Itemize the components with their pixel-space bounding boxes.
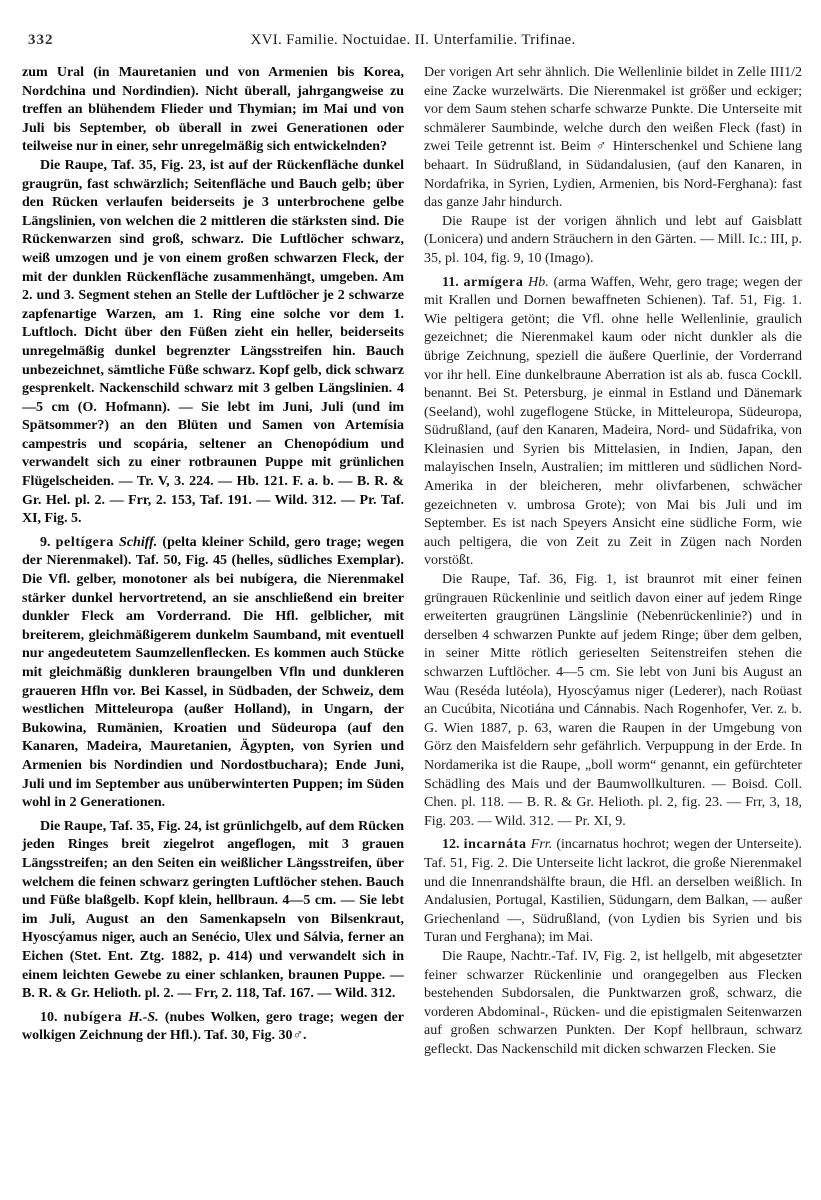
species-name: nubígera xyxy=(63,1009,123,1025)
species-number: 10. xyxy=(40,1009,58,1025)
species-description: (incarnatus hochrot; wegen der Unterseite). Taf. 51, Fig. 2. Die Unterseite licht lackrot, die große Nierenmakel und die Innenrandshälfte braun, die Hfl. an derselben weißlich. In Andalusien, Portugal, Kastilien, Südungarn, dem Balkan, — außer Griechenland —, Südrußland, (von Lydien bis Syrien und bis Turan und Ferghana); im Mai. xyxy=(424,837,803,946)
species-author: Frr. xyxy=(530,837,553,853)
left-column xyxy=(22,64,404,1046)
paragraph: Der vorigen Art sehr ähnlich. Die Wellenlinie bildet in Zelle III1/2 eine Zacke wurzelwärts. Die Nierenmakel ist größer und eckiger; vor dem Saum stehen scharfe schwarze Punkte. Die Unterseite mit schmälerer Saumbinde, welche durch den weißen Fleck (fast) in zwei Teile getrennt ist. Beim ♂ Hinterschenkel und Schiene lang behaart. In Südrußland, in Südandalusien, (auf den Kanaren, in Nordafrika, in Syrien, Lydien, Armenien, bis Nord-Ferghana): fast das ganze Jahr hindurch. xyxy=(424,65,802,211)
species-number: 12. xyxy=(442,837,460,853)
species-author: Schiff. xyxy=(119,534,158,550)
species-entry xyxy=(424,274,802,572)
species-name: peltígera xyxy=(55,534,114,550)
species-description: (nubes Wolken, gero trage; wegen der wolkigen Zeichnung der Hfl.). Taf. 30, Fig. 30♂. xyxy=(22,1009,404,1044)
species-author: H.-S. xyxy=(128,1009,159,1025)
page-number: 332 xyxy=(28,32,54,48)
paragraph: Die Raupe, Nachtr.-Taf. IV, Fig. 2, ist hellgelb, mit abgesetzter feiner schwarzer Rückenlinie und orangegelben aus Flecken bestehenden Subdorsalen, die Punktwarzen groß, schwarz, die vorderen Abdominal-, Rücken- und die epistigmalen Seitenwarzen auf großen schwarzen Punkten. Der Kopf hellbraun, schwarz gefleckt. Das Nackenschild mit dicken schwarzen Flecken. Sie xyxy=(424,948,802,1057)
species-name: armígera xyxy=(463,274,524,290)
species-description: (arma Waffen, Wehr, gero trage; wegen der mit Krallen und Dornen bewaffneten Schienen). Taf. 51, Fig. 1. Wie peltigera getönt; die Vfl. ohne helle Wellenlinie, graulich gezeichnet; die Nierenmakel kaum oder nicht dunkler als die übrige Zeichnung, speziell die äußere Querlinie, der Vorderrand vor ihr hell. Eine dunkelbraune Aberration ist als ab. fusca Cockll. benannt. Bei St. Petersburg, je einmal in Estland und Dänemark (Seeland), wohl zugeflogene Stücke, in Mitteleuropa, Südeuropa, Südrußland, (auf den Kanaren, Madeira, Nord- und Südafrika, von Kleinasien und Syrien bis Mittelasien, in Indien, Japan, den malayischen Inseln, Australien; im mittleren und südlichen Nord-Amerika in der bleicheren, mehr olivfarbenen, schwächer gezeichneten v. umbrosa Grote); von Mai bis Juli und im September. Es ist nach Speyers Ansicht eine südliche Form, wie auch peltigera, die von Zeit zu Zeit in Zügen nach Norden vorstößt. xyxy=(424,274,803,569)
paragraph: Die Raupe, Taf. 36, Fig. 1, ist braunrot mit einer feinen grüngrauen Rückenlinie und seitlich davon einer auf jedem Ringe erweiterten graugrünen Längslinie (Nebenrückenlinie?) und in derselben 4 schwarzen Punkte auf jedem Ringe; über dem gelben, in seiner Mitte rötlich gerieselten Seitenstreifen stehen die schwarzen Luftlöcher. 4—5 cm. Sie lebt von Juni bis August an Wau (Reséda lutéola), Hyoscýamus niger (Lederer), nach Roüast an Cucúbita, Nicotiána und Cánnabis. Nach Rogenhofer, Ver. z. b. G. Wien 1887, p. 63, waren die Raupen in der Umgebung von Görz den Maisfeldern sehr gefährlich. Verpuppung in der Erde. In Nordamerika ist die Raupe, „boll worm“ genannt, ein gefürchteter Schädling des Mais und der Baumwollkulturen. — Boisd. Coll. Chen. pl. 118. — B. R. & Gr. Helioth. pl. 2, fig. 23. — Frr, 3, 18, Fig. 203. — Wild. 312. — Pr. XI, 9. xyxy=(424,572,802,829)
paragraph: zum Ural (in Mauretanien und von Armenien bis Korea, Nordchina und Nordindien). Nicht überall, jahrgangweise zu treffen an blühendem Flieder und Thymian; im Mai und von Juli bis September, ob überall in zwei Generationen oder teilweise nur in einer, sehr unregelmäßig sich entwickelnden? xyxy=(22,65,404,155)
species-number: 11. xyxy=(442,274,459,290)
right-column xyxy=(424,64,802,1059)
running-head: XVI. Familie. Noctuidae. II. Unterfamilie. Trifinae. xyxy=(250,32,576,48)
species-entry xyxy=(424,836,802,948)
paragraph: Die Raupe ist der vorigen ähnlich und lebt auf Gaisblatt (Lonicera) und andern Sträuchern in den Gärten. — Mill. Ic.: III, p. 35, pl. 104, fig. 9, 10 (Imago). xyxy=(424,213,802,266)
species-name: incarnáta xyxy=(463,837,527,853)
species-author: Hb. xyxy=(528,274,549,290)
species-entry xyxy=(22,534,404,813)
species-description: (pelta kleiner Schild, gero trage; wegen der Nierenmakel). Taf. 50, Fig. 45 (helles, südliches Exemplar). Die Vfl. gelber, monotoner als bei nubígera, die Nierenmakel stärker dunkel hervortretend, an sie anschließend ein breiter dunkler Fleck am Vorderrand. Die Hfl. gelblicher, mit breiterem, gleichmäßigerem dunkelm Saumband, mit eventuell nur angedeutetem Saumzellenflecken. Es kommen auch Stücke mit gleichmäßig dunkleren braungelben Vfln und dunkleren graueren Hfln vor. Bei Kassel, in Südbaden, der Schweiz, dem westlichen Mitteleuropa (außer Holland), in Ungarn, der Bukowina, Rumänien, Kroatien und Südeuropa (auf den Kanaren, Madeira, Mauretanien, Ägypten, von Syrien und Armenien bis Nordindien und Nordostbuchara); Ende Juni, Juli und im September aus unüberwinterten Puppen; im Süden wohl in 2 Generationen. xyxy=(22,534,405,811)
page-header xyxy=(28,28,798,58)
paragraph: Die Raupe, Taf. 35, Fig. 24, ist grünlichgelb, auf dem Rücken jeden Ringes breit ziegelrot angeflogen, mit 3 grauen Längsstreifen; an den Seiten ein weißlicher Längsstreifen, über welchem die feinen schwarz geringten Luftlöcher stehen. Bauch und Füße blaßgelb. Kopf klein, hellbraun. 4—5 cm. — Sie lebt im Juli, August an den Samenkapseln von Bilsenkraut, Hyoscýamus niger, auch an Senécio, Ulex und Sálvia, ferner an Eichen (Stet. Ent. Ztg. 1882, p. 414) und verwandelt sich in einem leichten Gewebe zu einer schlanken, braunen Puppe. — B. R. & Gr. Helioth. pl. 2. — Frr, 2. 118, Taf. 167. — Wild. 312. xyxy=(22,818,404,1002)
species-number: 9. xyxy=(40,534,51,550)
paragraph: Die Raupe, Taf. 35, Fig. 23, ist auf der Rückenfläche dunkel graugrün, fast schwärzlich; Seitenfläche und Bauch gelb; über den Rücken verlaufen beiderseits je 3 unterbrochene gelbe Längslinien, von welchen die 2 mittleren die stärksten sind. Die Rückenwarzen sind groß, schwarz. Die Luftlöcher schwarz, weiß umzogen und je von einem großen schwarzen Fleck, der mit der dunklen Rückenfläche zusammenhängt, umgeben. Am 2. und 3. Segment stehen an Stelle der Luftlöcher je 2 schwarze zapfenartige Warzen, am 1. Ring eine solche vor dem 1. Luftloch. Dicht über den Füßen zieht ein heller, beiderseits unregelmäßig dunkel begrenzter Längsstreifen hin. Bauch unbezeichnet, sämtliche Füße schwarz. Kopf gelb, dick schwarz gesprenkelt. Nackenschild schwarz mit 3 gelben Längslinien. 4—5 cm (O. Hofmann). — Sie lebt im Juni, Juli (und im Spätsommer?) an den Blüten und Samen von Artemísia campestris und scopária, seltener an Chenopódium und verwandelt sich zu einer rotbraunen Puppe mit grünlichen Flügelscheiden. — Tr. V, 3. 224. — Hb. 121. F. a. b. — B. R. & Gr. Hel. pl. 2. — Frr, 2. 153, Taf. 191. — Wild. 312. — Pr. Taf. XI, Fig. 5. xyxy=(22,157,404,527)
species-entry xyxy=(22,1009,404,1046)
